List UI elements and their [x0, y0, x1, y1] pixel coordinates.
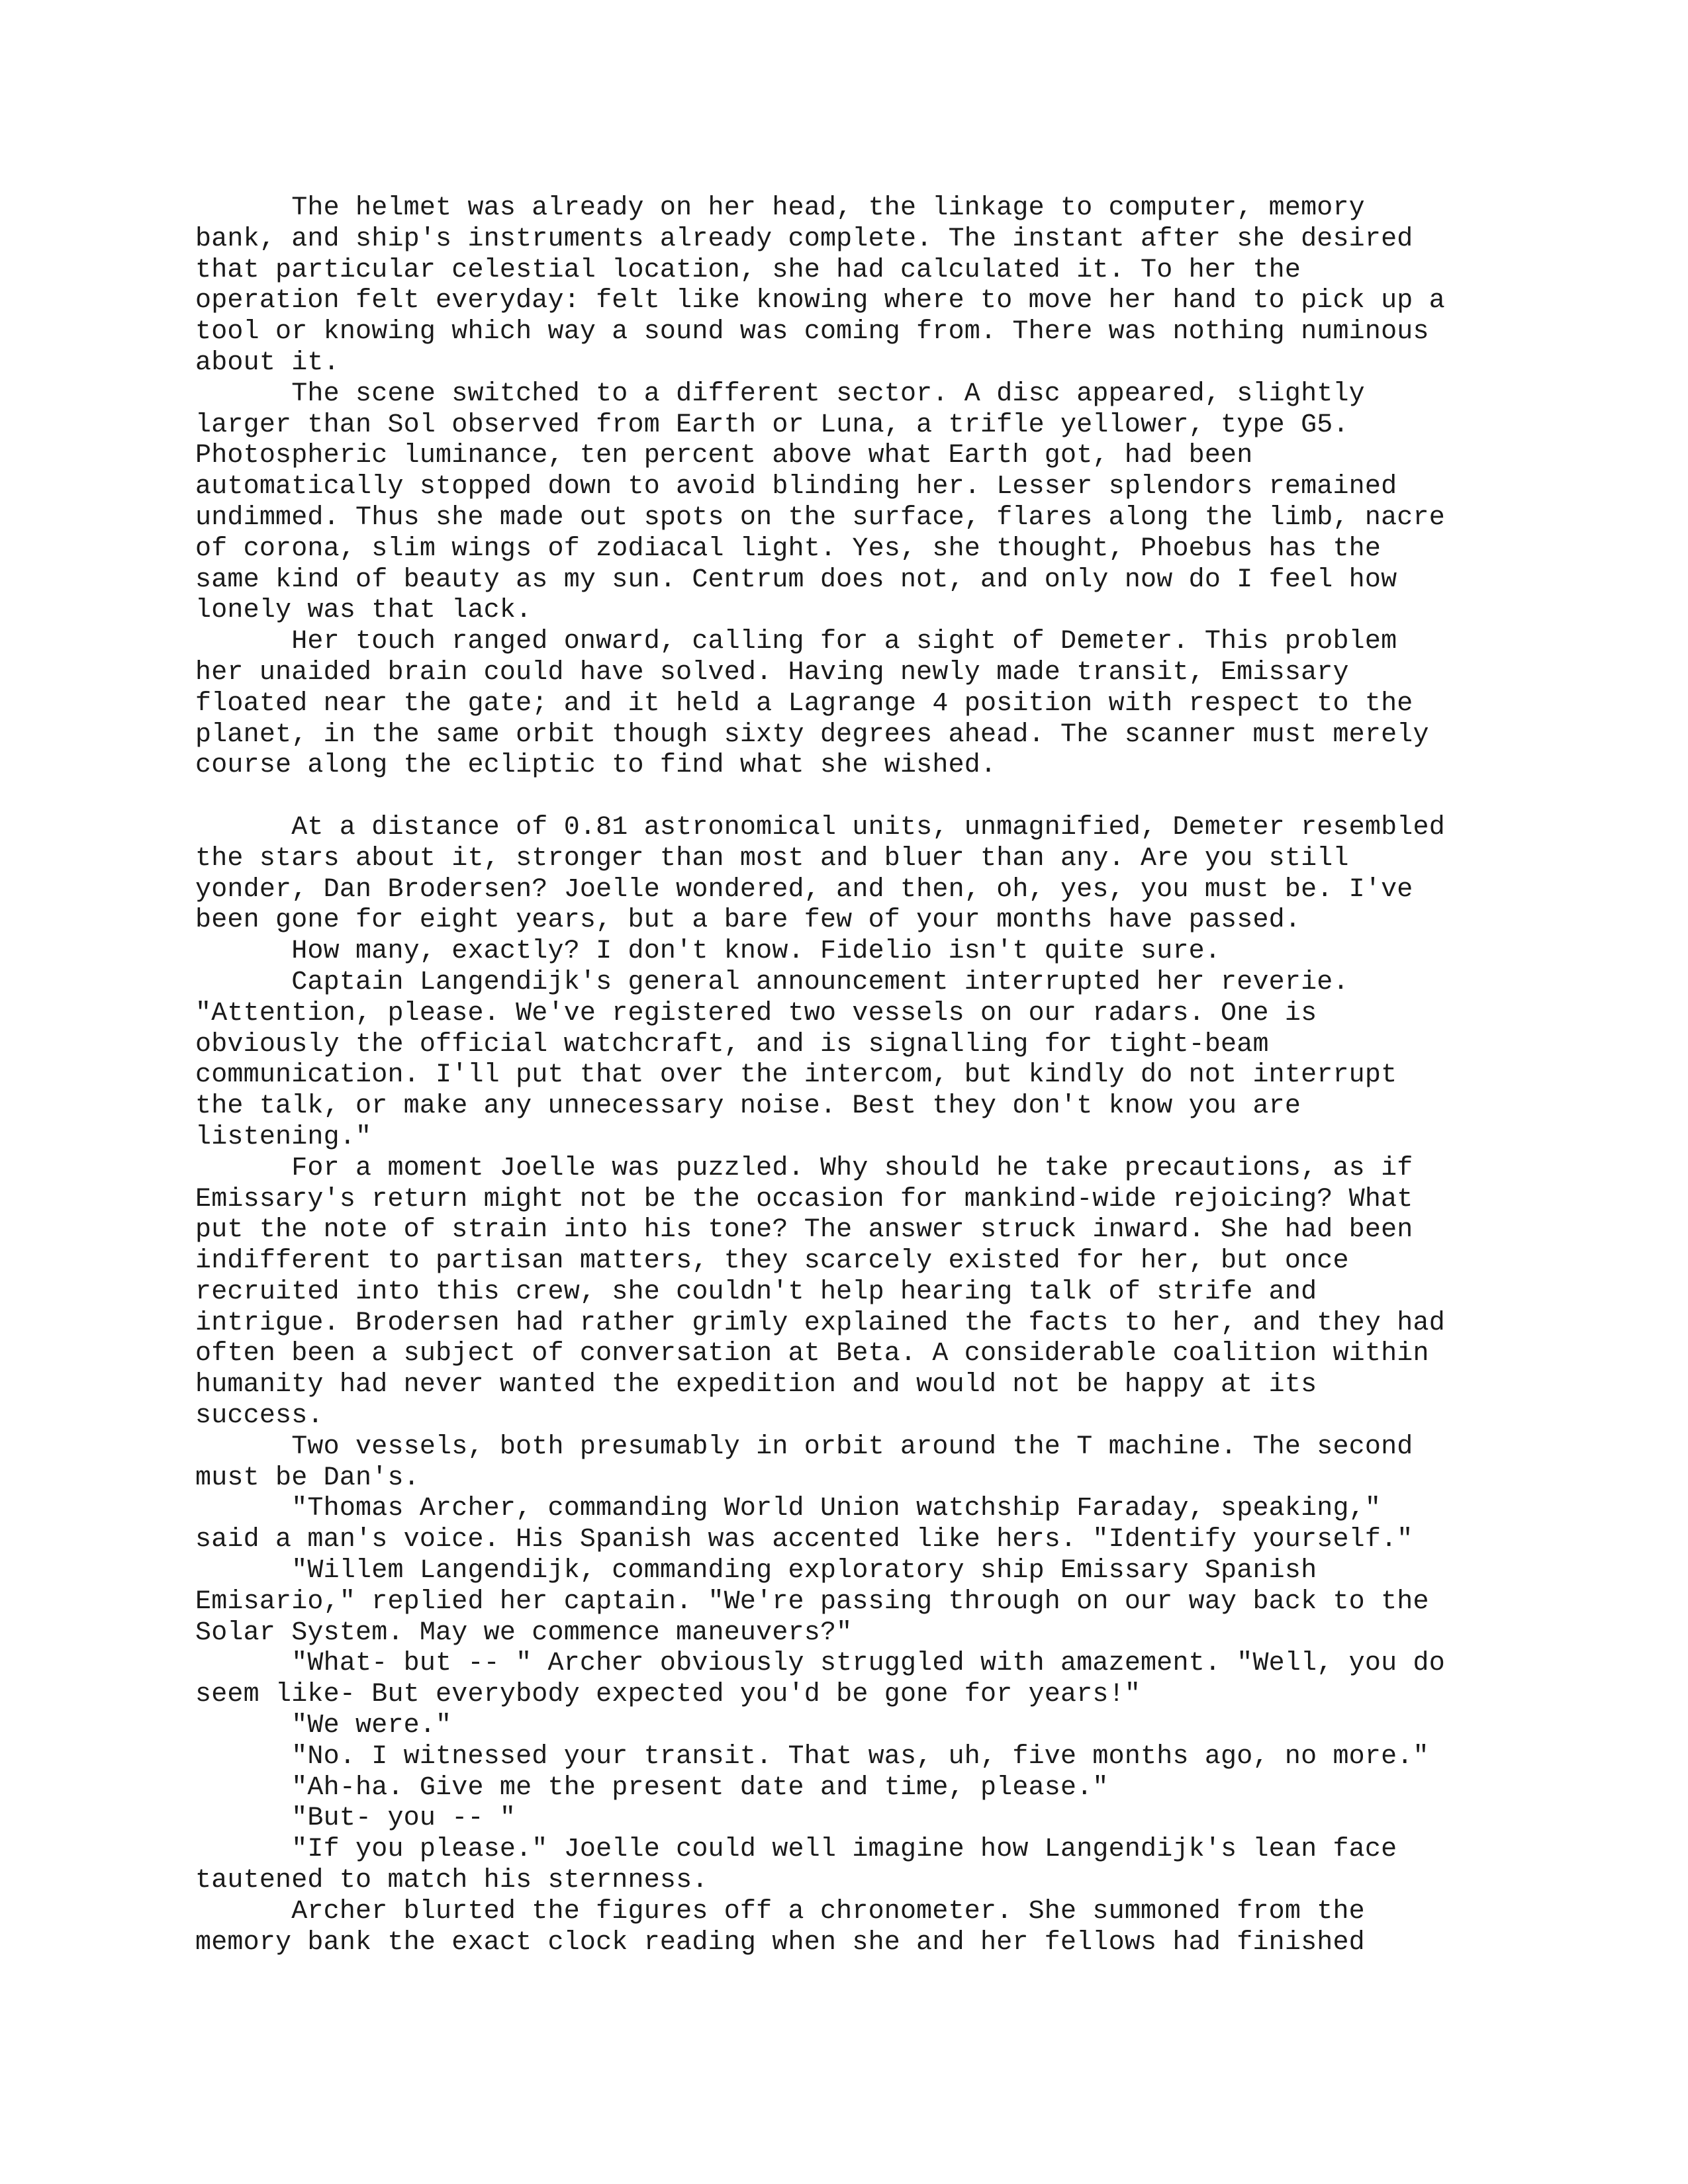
- text-line: The scene switched to a different sector. A disc appeared, slightly: [195, 379, 1365, 409]
- text-line: "Ah-ha. Give me the present date and time, please.": [195, 1772, 1109, 1803]
- text-line: been gone for eight years, but a bare few of your months have passed.: [195, 905, 1301, 936]
- text-line: planet, in the same orbit though sixty degrees ahead. The scanner must merely: [195, 719, 1429, 750]
- text-line: the talk, or make any unnecessary noise. Best they don't know you are: [195, 1091, 1301, 1122]
- text-line: The helmet was already on her head, the linkage to computer, memory: [195, 193, 1365, 223]
- text-line: "What- but -- " Archer obviously struggled with amazement. "Well, you do: [195, 1649, 1445, 1679]
- text-line: same kind of beauty as my sun. Centrum does not, and only now do I feel how: [195, 565, 1397, 595]
- text-line: undimmed. Thus she made out spots on the surface, flares along the limb, nacre: [195, 502, 1445, 533]
- text-line: about it.: [195, 347, 340, 378]
- text-line: her unaided brain could have solved. Having newly made transit, Emissary: [195, 657, 1349, 688]
- text-line: seem like- But everybody expected you'd be gone for years!": [195, 1680, 1141, 1710]
- text-line: the stars about it, stronger than most and bluer than any. Are you still: [195, 843, 1349, 874]
- text-line: Archer blurted the figures off a chronometer. She summoned from the: [195, 1896, 1365, 1927]
- text-line: must be Dan's.: [195, 1463, 420, 1493]
- text-line: intrigue. Brodersen had rather grimly explained the facts to her, and they had: [195, 1308, 1445, 1338]
- text-line: humanity had never wanted the expedition and would not be happy at its: [195, 1370, 1317, 1400]
- text-line: "Thomas Archer, commanding World Union watchship Faraday, speaking,": [195, 1494, 1382, 1524]
- text-line: At a distance of 0.81 astronomical units, unmagnified, Demeter resembled: [195, 812, 1445, 842]
- text-line: tool or knowing which way a sound was coming from. There was nothing numinous: [195, 317, 1429, 347]
- document-body-text: [195, 193, 1519, 1958]
- text-line: bank, and ship's instruments already complete. The instant after she desired: [195, 224, 1413, 254]
- text-line: communication. I'll put that over the intercom, but kindly do not interrupt: [195, 1060, 1397, 1091]
- text-line: obviously the official watchcraft, and is signalling for tight-beam: [195, 1029, 1269, 1060]
- text-line: "We were.": [195, 1711, 452, 1741]
- text-line: How many, exactly? I don't know. Fidelio isn't quite sure.: [195, 936, 1221, 967]
- text-line: "Willem Langendijk, commanding exploratory ship Emissary Spanish: [195, 1556, 1317, 1586]
- text-line: success.: [195, 1401, 324, 1432]
- text-line: Emisario," replied her captain. "We're passing through on our way back to the: [195, 1586, 1429, 1617]
- text-line: Her touch ranged onward, calling for a sight of Demeter. This problem: [195, 627, 1397, 657]
- text-line: "If you please." Joelle could well imagine how Langendijk's lean face: [195, 1835, 1397, 1865]
- text-line: listening.": [195, 1122, 372, 1152]
- text-line: Photospheric luminance, ten percent above what Earth got, had been: [195, 441, 1253, 471]
- text-line: yonder, Dan Brodersen? Joelle wondered, and then, oh, yes, you must be. I've: [195, 874, 1413, 905]
- text-line: of corona, slim wings of zodiacal light. Yes, she thought, Phoebus has the: [195, 533, 1382, 564]
- text-line: For a moment Joelle was puzzled. Why should he take precautions, as if: [195, 1153, 1413, 1183]
- text-line: often been a subject of conversation at Beta. A considerable coalition within: [195, 1339, 1429, 1369]
- text-line: put the note of strain into his tone? The answer struck inward. She had been: [195, 1215, 1413, 1246]
- text-line: indifferent to partisan matters, they scarcely existed for her, but once: [195, 1246, 1349, 1277]
- text-line: that particular celestial location, she had calculated it. To her the: [195, 255, 1301, 285]
- text-line: memory bank the exact clock reading when she and her fellows had finished: [195, 1927, 1365, 1958]
- text-line: floated near the gate; and it held a Lagrange 4 position with respect to the: [195, 688, 1413, 719]
- paragraph-break: [195, 782, 1519, 813]
- text-line: course along the ecliptic to find what she wished.: [195, 751, 997, 781]
- text-line: Captain Langendijk's general announcement interrupted her reverie.: [195, 967, 1349, 997]
- text-line: said a man's voice. His Spanish was accented like hers. "Identify yourself.": [195, 1525, 1413, 1555]
- text-line: lonely was that lack.: [195, 596, 532, 626]
- text-line: Two vessels, both presumably in orbit around the T machine. The second: [195, 1432, 1413, 1462]
- text-line: tautened to match his sternness.: [195, 1866, 708, 1896]
- text-line: Solar System. May we commence maneuvers?": [195, 1617, 853, 1648]
- text-line: larger than Sol observed from Earth or Luna, a trifle yellower, type G5.: [195, 410, 1349, 440]
- text-line: automatically stopped down to avoid blinding her. Lesser splendors remained: [195, 472, 1397, 502]
- text-line: operation felt everyday: felt like knowing where to move her hand to pick up a: [195, 286, 1445, 316]
- text-line: Emissary's return might not be the occasion for mankind-wide rejoicing? What: [195, 1184, 1413, 1214]
- text-line: "Attention, please. We've registered two vessels on our radars. One is: [195, 998, 1317, 1028]
- text-line: recruited into this crew, she couldn't help hearing talk of strife and: [195, 1277, 1317, 1307]
- text-line: "But- you -- ": [195, 1803, 516, 1834]
- text-line: "No. I witnessed your transit. That was, uh, five months ago, no more.": [195, 1741, 1429, 1772]
